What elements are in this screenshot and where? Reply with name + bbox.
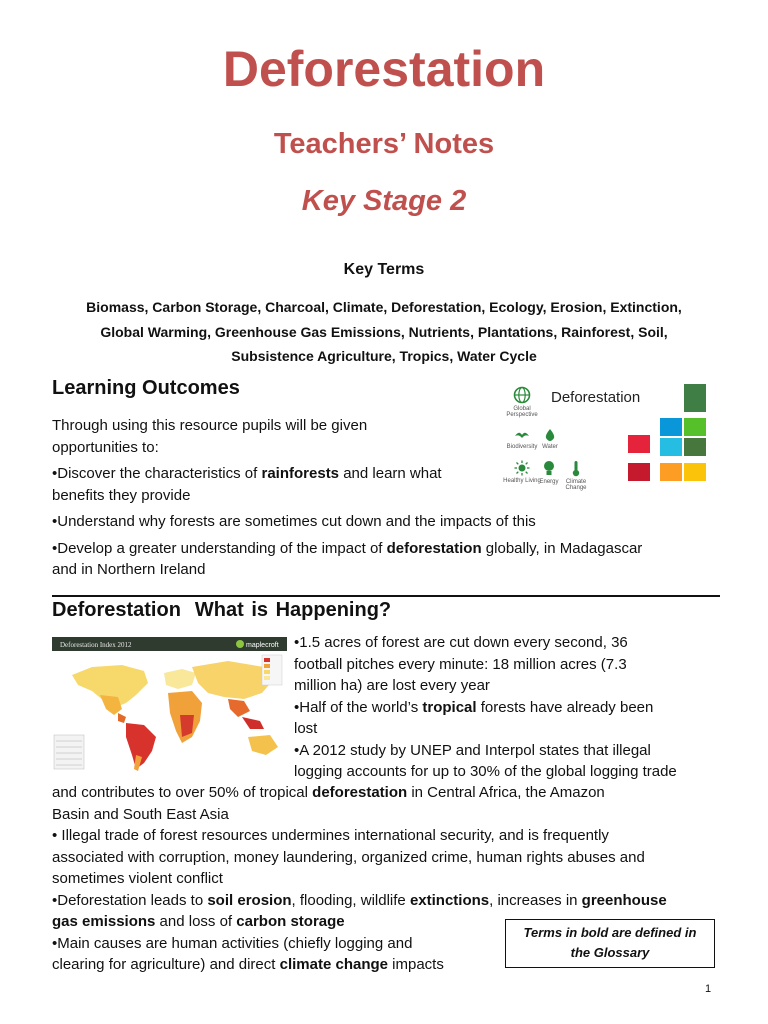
sun-person-icon: [514, 460, 530, 476]
bold-term: rainforests: [261, 465, 340, 482]
thermometer-icon: [571, 460, 581, 477]
text-line: sometimes violent conflict: [52, 870, 223, 887]
learning-outcomes-heading: Learning Outcomes: [52, 377, 240, 399]
water-item: [530, 428, 570, 450]
key-terms-line: Global Warming, Greenhouse Gas Emissions, Nutrients, Plantations, Rainforest, Soil,: [100, 323, 668, 340]
text-line: and in Northern Ireland: [52, 561, 206, 578]
text-run: in Central Africa, the Amazon: [407, 784, 605, 801]
section-divider: [52, 595, 720, 597]
text-run: •Half of the world’s: [294, 698, 423, 716]
sdg-label: Energy: [539, 479, 559, 485]
key-stage-label: Key Stage 2: [301, 185, 467, 217]
bird-icon: [513, 428, 531, 442]
text-line: benefits they provide: [52, 486, 191, 504]
light-bulb-icon: [542, 460, 556, 477]
global-perspective-item: [502, 386, 542, 418]
text-run: •Develop a greater understanding of the impact of: [52, 539, 387, 557]
text-line: lost: [294, 720, 318, 737]
sdg-goal-tile: [660, 418, 682, 436]
globe-icon: [513, 386, 531, 404]
bold-term: extinctions: [409, 891, 490, 909]
bold-term: deforestation: [386, 539, 482, 557]
climate-change-item: [556, 460, 596, 491]
bold-term: carbon storage: [236, 913, 345, 930]
text-run: clearing for agriculture) and direct: [52, 956, 280, 973]
sdg-label: Global Perspective: [506, 406, 538, 418]
sdg-label: Water: [542, 444, 558, 450]
bold-term: deforestation: [312, 784, 408, 801]
text-run: globally, in Madagascar: [481, 539, 643, 557]
text-line: [52, 890, 667, 912]
text-line: •A 2012 study by UNEP and Interpol states that illegal: [294, 741, 651, 759]
glossary-note-line: the Glossary: [570, 945, 650, 960]
sdg-goal-tile: [628, 463, 650, 481]
key-terms-list: [50, 295, 718, 369]
heading-part: What is Happening?: [194, 599, 392, 621]
text-run: forests have already been: [476, 698, 654, 716]
text-run: , increases in: [489, 891, 582, 909]
sdg-goal-tile: [684, 463, 706, 481]
map-brand: maplecroft: [246, 642, 279, 649]
heading-part: Deforestation: [52, 599, 181, 621]
text-run: and loss of: [155, 913, 237, 930]
text-run: impacts: [388, 956, 444, 973]
glossary-note-box: [505, 919, 715, 968]
glossary-note-line: Terms in bold are defined in: [523, 925, 697, 940]
text-line: Through using this resource pupils will be given: [52, 417, 368, 434]
bold-term: gas emissions: [52, 913, 156, 930]
sdg-goal-tile: [660, 463, 682, 481]
map-legend-table: [54, 735, 84, 769]
text-line: [52, 782, 667, 804]
text-run: and learn what: [339, 465, 442, 482]
sdg-goal-tile: [684, 438, 706, 456]
page-number: 1: [705, 983, 712, 995]
page-title: Deforestation: [222, 41, 546, 97]
text-line: •1.5 acres of forest are cut down every second, 36: [294, 634, 628, 651]
text-run: •Discover the characteristics of: [52, 465, 262, 482]
sdg-label: Climate Change: [565, 479, 587, 491]
text-line: associated with corruption, money laundering, organized crime, human rights abuses and: [52, 848, 645, 866]
text-run: and contributes to over 50% of tropical: [52, 784, 313, 801]
brand-logo-icon: [236, 640, 244, 648]
text-line: logging accounts for up to 30% of the global logging trade: [294, 763, 677, 780]
bullet-cut-down: •Understand why forests are sometimes cut down and the impacts of this: [52, 513, 536, 530]
sdg-goal-tile: [684, 418, 706, 436]
sdg-graphic: [502, 380, 724, 490]
bullet-tropical: [294, 697, 677, 719]
text-line: Basin and South East Asia: [52, 805, 229, 823]
key-terms-line: Subsistence Agriculture, Tropics, Water Cycle: [231, 348, 537, 364]
bold-term: climate change: [279, 956, 388, 973]
text-run: , flooding, wildlife: [291, 891, 410, 909]
key-terms-heading: Key Terms: [343, 261, 425, 278]
sdg-graphic-title: Deforestation: [551, 389, 641, 406]
sdg-label: Healthy Living: [503, 478, 541, 484]
text-line: • Illegal trade of forest resources undermines international security, and is frequently: [52, 827, 609, 844]
map-title: Deforestation Index 2012: [60, 641, 132, 649]
sdg-goal-tile: [628, 435, 650, 453]
text-line: football pitches every minute: 18 million acres (7.3: [294, 655, 627, 673]
sdg-label: Biodiversity: [506, 444, 538, 450]
sdg-goal-tile: [660, 438, 682, 456]
key-terms-line: Biomass, Carbon Storage, Charcoal, Climate, Deforestation, Ecology, Erosion, Extinction,: [86, 299, 682, 315]
bold-term: greenhouse: [581, 891, 667, 909]
bold-term: soil erosion: [207, 891, 292, 909]
text-line: million ha) are lost every year: [294, 677, 490, 694]
sdg-goal-tile: [684, 384, 706, 412]
text-line: opportunities to:: [52, 438, 159, 456]
bold-term: tropical: [422, 698, 477, 716]
bullet-understanding: [52, 538, 642, 560]
text-run: •Deforestation leads to: [52, 891, 208, 909]
deforestation-map-image: [52, 637, 287, 777]
page-subtitle: Teachers’ Notes: [273, 128, 495, 160]
water-drop-icon: [543, 428, 557, 442]
facts-upper: [294, 632, 677, 783]
text-line: •Main causes are human activities (chiefly logging and: [52, 934, 413, 952]
what-is-happening-heading: [52, 599, 391, 622]
